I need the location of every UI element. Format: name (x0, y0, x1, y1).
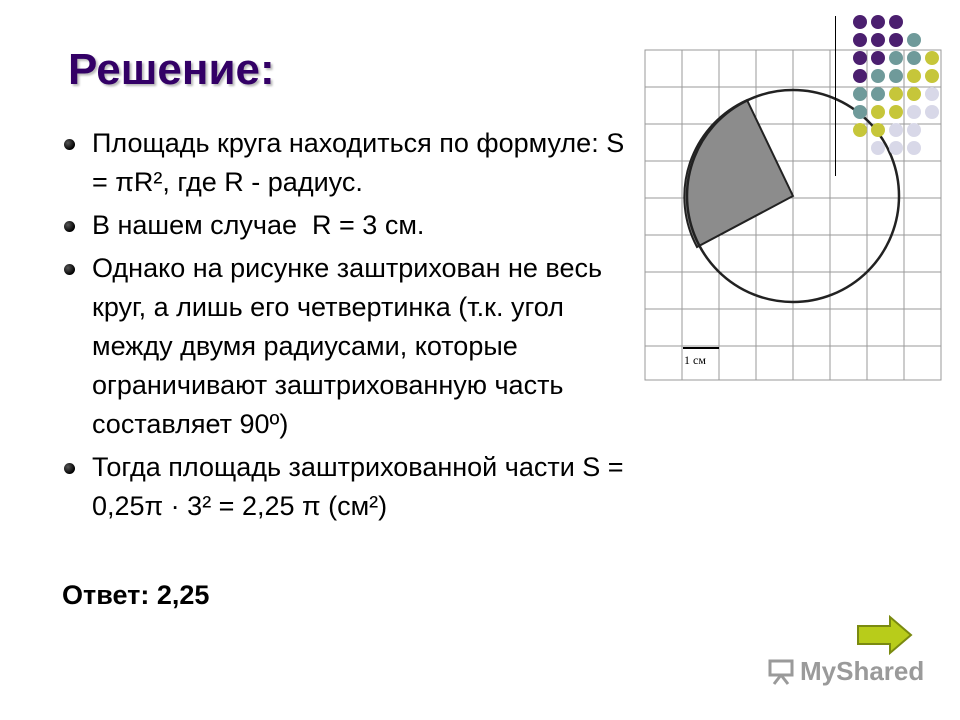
decorative-dot (871, 15, 885, 29)
bullet-icon (64, 139, 75, 150)
decorative-dot (889, 123, 903, 137)
decorative-dot (853, 51, 867, 65)
arrow-right-icon[interactable] (858, 617, 911, 653)
decorative-dot (871, 87, 885, 101)
decorative-dot (889, 51, 903, 65)
decorative-dot (853, 87, 867, 101)
decorative-dot (853, 15, 867, 29)
decorative-dot (871, 105, 885, 119)
bullet-item (60, 206, 640, 245)
decorative-dot (889, 69, 903, 83)
bullet-text: В нашем случае R = 3 см. (92, 210, 425, 240)
bullet-item (60, 124, 640, 202)
decorative-dot (907, 51, 921, 65)
bullet-icon (64, 221, 75, 232)
decorative-dot (907, 33, 921, 47)
decorative-dot (871, 33, 885, 47)
watermark (766, 656, 924, 687)
slide-title: Решение: (68, 45, 275, 94)
decorative-dot (853, 69, 867, 83)
scale-label: 1 см (684, 353, 706, 367)
decorative-dot (871, 123, 885, 137)
bullet-item (60, 448, 640, 526)
decorative-dot (925, 105, 939, 119)
decorative-dot (907, 123, 921, 137)
bullet-text: Площадь круга находиться по формуле: S = πR², где R - радиус. (92, 128, 625, 197)
bullet-text: Тогда площадь заштрихованной части S = 0,25π · 3² = 2,25 π (см²) (92, 452, 624, 521)
decorative-dot (889, 141, 903, 155)
decorative-dot (925, 51, 939, 65)
bullet-icon (64, 463, 75, 474)
presentation-icon (766, 659, 796, 685)
watermark-text: MyShared (800, 656, 925, 686)
decorative-dot (871, 51, 885, 65)
bullet-list (60, 124, 640, 530)
next-slide-button[interactable] (856, 614, 914, 656)
decorative-dot (853, 33, 867, 47)
decorative-dot (889, 15, 903, 29)
decorative-dot (925, 87, 939, 101)
decorative-dot (907, 105, 921, 119)
answer-text: Ответ: 2,25 (62, 580, 210, 610)
decorative-dots (820, 12, 950, 162)
bullet-item (60, 249, 640, 444)
decorative-dot (853, 105, 867, 119)
decorative-dot (871, 69, 885, 83)
divider-line (835, 16, 836, 176)
decorative-dot (889, 105, 903, 119)
decorative-dot (907, 87, 921, 101)
decorative-dot (907, 141, 921, 155)
decorative-dot (853, 123, 867, 137)
bullet-text: Однако на рисунке заштрихован не весь круг, а лишь его четвертинка (т.к. угол между двумя радиусами, которые ограничивают заштрихованную часть составляет 90º) (92, 253, 603, 439)
decorative-dot (907, 69, 921, 83)
decorative-dot (871, 141, 885, 155)
bullet-icon (64, 264, 75, 275)
decorative-dot (889, 33, 903, 47)
decorative-dot (889, 87, 903, 101)
decorative-dot (925, 69, 939, 83)
